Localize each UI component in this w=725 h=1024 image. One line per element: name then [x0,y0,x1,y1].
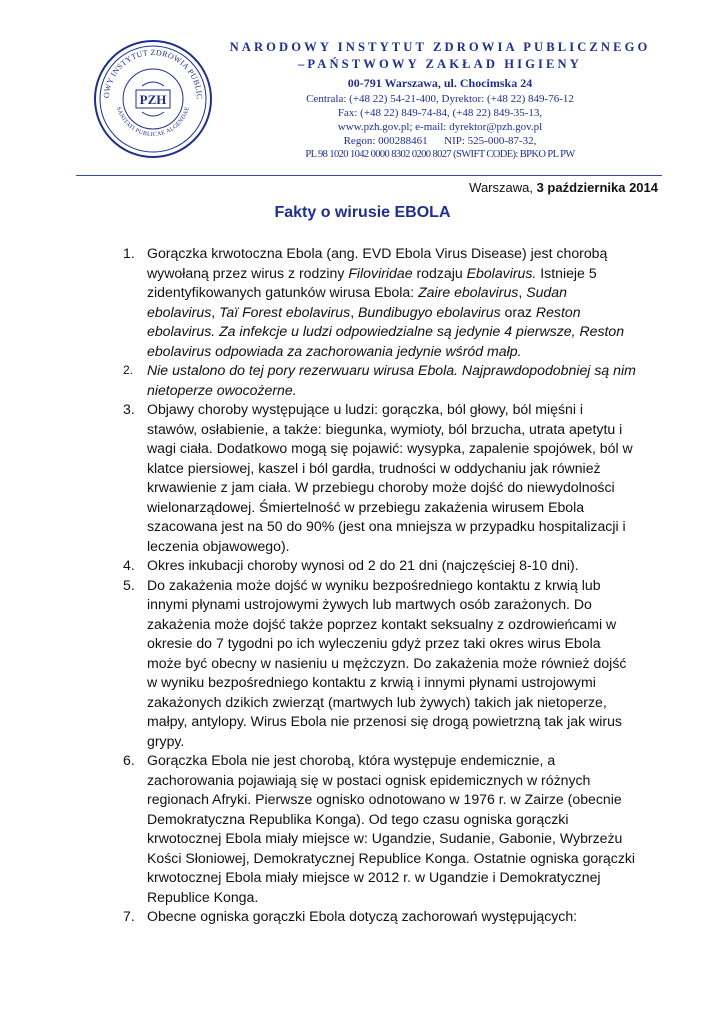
list-item-line: Demokratyczna Republika Konga). Od tego czasu ogniska gorączki [147,810,569,827]
date-value: 3 października 2014 [536,180,658,195]
list-item-line: Republice Konga. [147,888,259,905]
list-item-line: Do zakażenia może dojść w wyniku bezpośredniego kontaktu z krwią lub [147,576,601,593]
list-item-number: 4. [123,557,135,573]
list-item-line: ebolavirus. Za infekcje u ludzi odpowiedzialne są jedynie 4 pierwsze, Reston [147,323,625,339]
list-item-line: Kości Słoniowej, Demokratycznej Republice Konga. Ostatnie ogniska gorączki [147,849,636,866]
fax-line: Fax: (+48 22) 849-74-84, (+48 22) 849-35-13, [337,107,543,119]
list-item-line: regionach Afryki. Pierwsze ognisko odnotowano w 1976 r. w Zairze (obecnie [147,791,622,807]
institute-name: NARODOWY INSTYTUT ZDROWIA PUBLICZNEGO [229,40,651,54]
svg-text:NARODOWY INSTYTUT ZDROWIA PUBL: OWY INSTYTUT ZDROWIA PUBLIC [101,47,205,100]
list-item-line: klatce piersiowej, kaszel i ból gardła, trudności w oddychaniu jak również [147,459,601,476]
list-item-number: 7. [123,908,135,924]
list-item-line: Nie ustalono do tej pory rezerwuaru wirusa Ebola. Najprawdopodobniej są nim [147,362,636,378]
list-item-number: 2. [123,363,134,377]
list-item-line: grypy. [147,732,185,749]
list-item [123,751,663,907]
list-item-line: krwawienie z jam ciała. W przebiegu choroby może dojść do niewydolności [147,479,615,495]
list-item-line: stawów, osłabienie, a także: biegunka, wymioty, ból brzucha, utrata apetytu i [147,420,623,437]
bank-line: PL 98 1020 1042 0000 8302 0200 8027 (SWIFT CODE): BPKO PL PW [305,149,575,160]
list-item-line: wywołaną przez wirus z rodziny Filoviridae rodzaju Ebolavirus. Istnieje 5 [147,264,597,281]
header-divider [76,175,662,176]
list-item-number: 5. [123,576,135,593]
list-item-line: innymi płynami ustrojowymi żywych lub martwych osób zarażonych. Do [147,596,592,612]
web-line: www.pzh.gov.pl; e-mail: dyrektor@pzh.gov.pl [337,121,543,133]
date-place: Warszawa, [469,180,533,195]
phone-line: Centrala: (+48 22) 54-21-400, Dyrektor: (+48 22) 849-76-12 [306,93,574,105]
list-item-line: okresie do 7 tygodni po ich wyleczeniu gdyż przez taki okres wirus Ebola [147,635,601,651]
document-date [469,180,658,195]
list-item-line: Okres inkubacji choroby wynosi od 2 do 21 dni (najczęściej 8-10 dni). [147,557,579,573]
list-item [123,556,663,576]
list-item-line: zachorowania pojawiają się w postaci ognisk epidemicznych w różnych [147,771,591,788]
list-item [123,361,663,400]
list-item [123,576,663,752]
list-item-line: nietoperze owocożerne. [147,381,297,398]
regon-line: Regon: 000288461 NIP: 525-000-87-32, [343,135,537,147]
institute-sub: –PAŃSTWOWY ZAKŁAD HIGIENY [298,57,582,71]
svg-text:SANITATI PUBLICAE ALGENDAE: SANITATI PUBLICAE ALGENDAE [114,106,192,139]
list-item-line: szacowana jest na 50 do 90% (jest ona mniejsza w przypadku hospitalizacji i [147,518,626,534]
list-item-line: wagi ciała. Dodatkowo mogą się pojawić: wysypka, zapalenie spojówek, ból w [147,440,633,456]
list-item-line: wielonarządowej. Śmiertelność w przebiegu zakażenia wirusem Ebola [147,498,585,515]
page-title: Fakty o wirusie EBOLA [274,204,451,221]
institute-address: 00-791 Warszawa, ul. Chocimska 24 [347,76,533,90]
list-item [123,244,663,361]
list-item-line: zakażonych dzikich zwierząt (martwych lub żywych) takich jak nietoperze, [147,693,607,710]
list-item-line: leczenia objawowego). [147,537,290,554]
list-item-line: Gorączka Ebola nie jest chorobą, która występuje endemicznie, a [147,752,556,768]
list-item [123,907,663,927]
list-item-number: 3. [123,401,135,417]
letterhead [190,39,690,162]
list-item-line: ebolavirus, Taï Forest ebolavirus, Bundibugyo ebolavirus oraz Reston [147,303,581,320]
list-item-line: krwotocznej Ebola miały miejsce w: Ugandzie, Sudanie, Gabonie, Wybrzeżu [147,830,623,846]
list-item-line: małpy, antylopy. Wirus Ebola nie przenosi się drogą powietrzną tak jak wirus [147,713,622,729]
list-item-line: w wyniku bezpośredniego kontaktu z krwią i innymi płynami ustrojowymi [147,674,596,690]
list-item-line: zidentyfikowanych gatunków wirusa Ebola: Zaire ebolavirus, Sudan [147,284,567,300]
list-item [123,400,663,556]
list-item-line: ebolavirus odpowiada za zachorowania jedynie wśród małp. [147,342,522,359]
list-item-line: może być obecny w nasieniu u mężczyzn. Do zakażenia może również dojść [147,654,627,671]
list-item-line: Objawy choroby występujące u ludzi: gorączka, ból głowy, ból mięśni i [147,401,584,417]
list-item-number: 1. [123,245,135,261]
list-item-line: Gorączka krwotoczna Ebola (ang. EVD Ebola Virus Disease) jest chorobą [147,245,608,261]
list-item-line: krwotocznej Ebola miały miejsce w 2012 r. w Ugandzie i Demokratycznej [147,869,601,885]
list-item-line: Obecne ogniska gorączki Ebola dotyczą zachorowań występujących: [147,908,578,924]
list-item-number: 6. [123,752,135,768]
facts-list [123,244,663,927]
svg-text:PZH: PZH [139,92,167,107]
list-item-line: zakażenia może dojść także poprzez kontakt seksualny z ozdrowieńcami w [147,615,617,632]
